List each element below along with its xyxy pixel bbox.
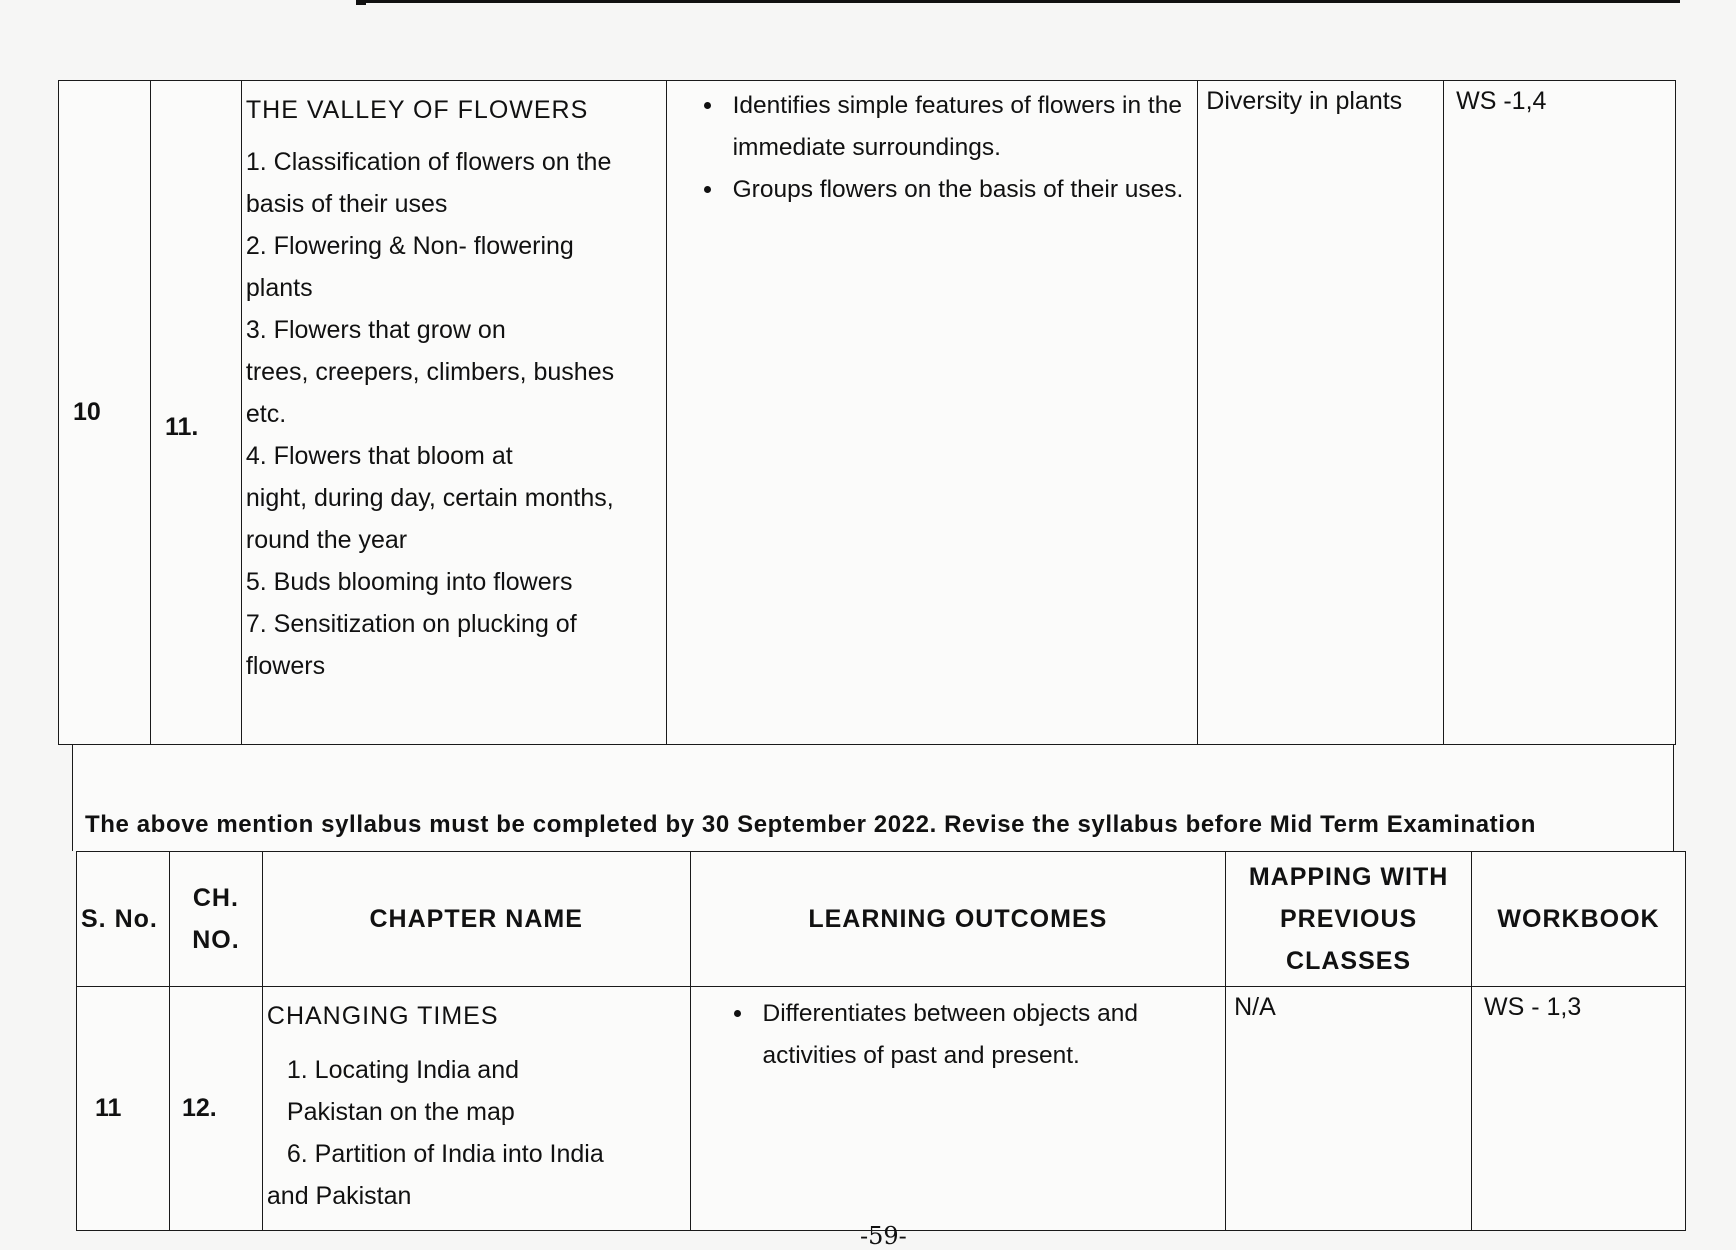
mapping-cell: Diversity in plants xyxy=(1198,81,1444,745)
serial-number-cell: 11 xyxy=(77,987,170,1231)
header-learning-outcomes: LEARNING OUTCOMES xyxy=(690,852,1226,987)
chapter-number-cell: 12. xyxy=(169,987,262,1231)
chapter-topic-line: night, during day, certain months, xyxy=(245,484,614,512)
header-chapter-name: CHAPTER NAME xyxy=(262,852,690,987)
outcomes-list xyxy=(691,987,1226,1077)
chapter-topic-line: 2. Flowering & Non- flowering xyxy=(245,232,574,260)
chapter-title: THE VALLEY OF FLOWERS xyxy=(245,96,589,124)
syllabus-table-row-11 xyxy=(76,851,1686,1231)
chapter-topic-line: 6. Partition of India into India xyxy=(286,1140,604,1168)
table-row xyxy=(59,81,1676,745)
chapter-topic-line: flowers xyxy=(245,652,326,680)
workbook-cell: WS -1,4 xyxy=(1444,81,1676,745)
chapter-topic-line: 3. Flowers that grow on xyxy=(245,316,506,344)
chapter-name-cell xyxy=(241,81,666,745)
header-workbook: WORKBOOK xyxy=(1472,852,1686,987)
chapter-topic-line: 4. Flowers that bloom at xyxy=(245,442,513,470)
completion-note xyxy=(72,745,1674,851)
learning-outcomes-cell xyxy=(690,987,1226,1231)
header-row xyxy=(77,852,1686,987)
header-sno: S. No. xyxy=(77,852,170,987)
chapter-topic-line: 1. Classification of flowers on the xyxy=(245,148,612,176)
header-mapping: MAPPING WITH PREVIOUS CLASSES xyxy=(1226,852,1472,987)
outcome-item: • Identifies simple features of flowers in the immediate surroundings. xyxy=(725,85,1188,169)
completion-note-text: The above mention syllabus must be completed by 30 September 2022. Revise the syllabus before Mid Term Examination xyxy=(85,811,1537,838)
chapter-topic-line: basis of their uses xyxy=(245,190,448,218)
outcome-item: • Groups flowers on the basis of their uses. xyxy=(725,169,1188,211)
outcomes-list xyxy=(667,81,1198,211)
chapter-topic-line: etc. xyxy=(245,400,287,428)
workbook-cell: WS - 1,3 xyxy=(1472,987,1686,1231)
chapter-topic-line: and Pakistan xyxy=(266,1182,412,1210)
table-row xyxy=(77,987,1686,1231)
chapter-name-cell xyxy=(262,987,690,1231)
top-rule xyxy=(360,0,1680,3)
chapter-topic-line: 7. Sensitization on plucking of xyxy=(245,610,577,638)
outcome-item: • Differentiates between objects and activities of past and present. xyxy=(755,993,1216,1077)
serial-number-cell: 10 xyxy=(59,81,151,745)
chapter-topic-line: round the year xyxy=(245,526,408,554)
syllabus-table-row-10 xyxy=(58,80,1676,745)
mapping-cell: N/A xyxy=(1226,987,1472,1231)
chapter-topic-line: 1. Locating India and xyxy=(286,1056,520,1084)
chapter-topic-line: Pakistan on the map xyxy=(286,1098,515,1126)
chapter-title: CHANGING TIMES xyxy=(266,1002,499,1030)
header-chno: CH. NO. xyxy=(169,852,262,987)
chapter-topic-line: plants xyxy=(245,274,313,302)
chapter-number-cell: 11. xyxy=(150,81,241,745)
chapter-topic-line: 5. Buds blooming into flowers xyxy=(245,568,573,596)
page-number: -59- xyxy=(860,1222,907,1250)
learning-outcomes-cell xyxy=(666,81,1198,745)
chapter-topic-line: trees, creepers, climbers, bushes xyxy=(245,358,615,386)
